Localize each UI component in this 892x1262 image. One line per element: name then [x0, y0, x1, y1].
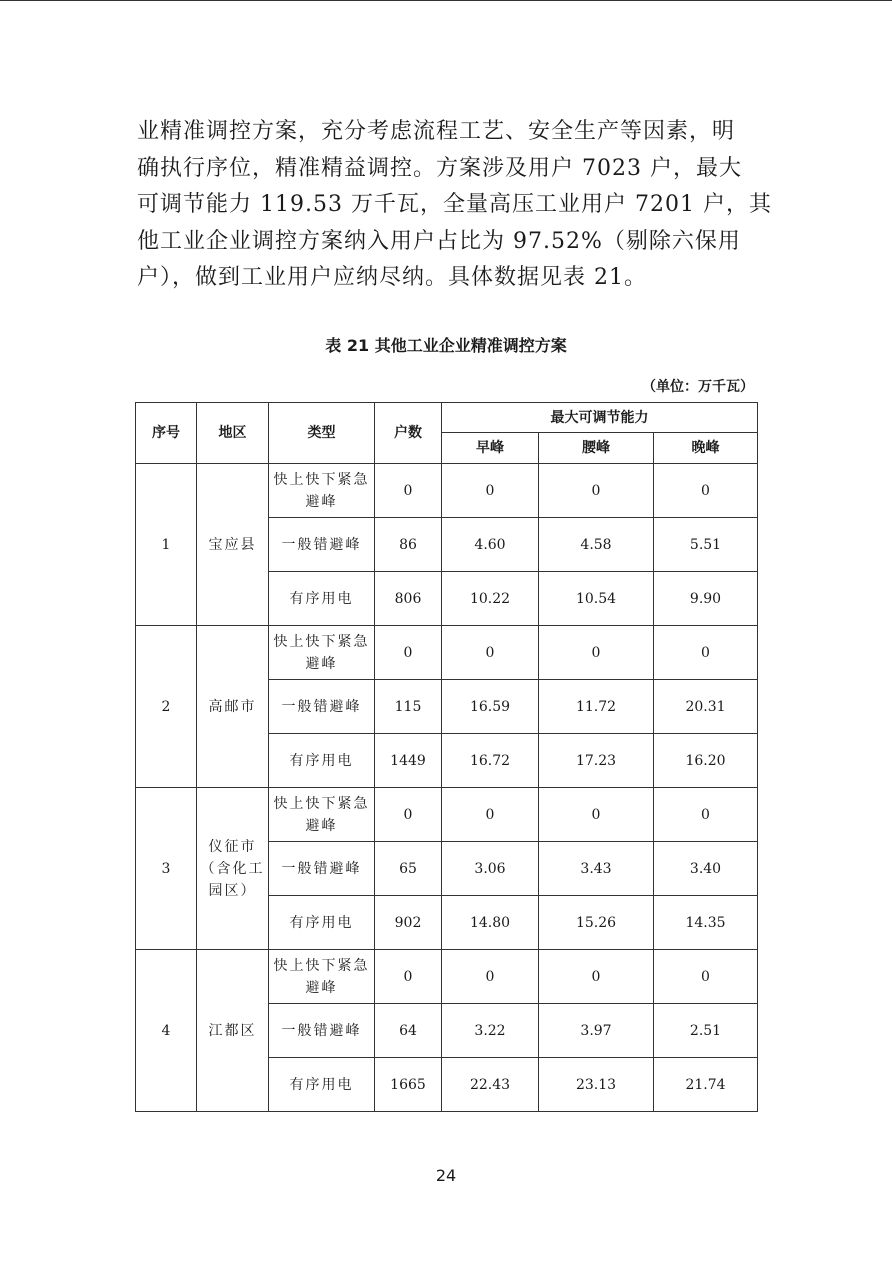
cell-no: 2	[136, 626, 197, 788]
table-caption: 表 21 其他工业企业精准调控方案	[325, 336, 567, 355]
paragraph-line: 业精准调控方案，充分考虑流程工艺、安全生产等因素，明	[137, 119, 736, 144]
table-body	[136, 464, 758, 1112]
cell-households: 806	[375, 572, 442, 626]
cell-evening: 21.74	[654, 1058, 758, 1112]
cell-type: 快上快下紧急避峰	[269, 464, 375, 518]
cell-morning: 16.59	[442, 680, 539, 734]
cell-morning: 4.60	[442, 518, 539, 572]
cell-households: 0	[375, 950, 442, 1004]
cell-households: 0	[375, 626, 442, 680]
cell-morning: 0	[442, 950, 539, 1004]
header-region: 地区	[197, 403, 269, 464]
cell-type: 快上快下紧急避峰	[269, 788, 375, 842]
cell-midday: 23.13	[539, 1058, 654, 1112]
header-midday: 腰峰	[539, 433, 654, 464]
cell-region: 高邮市	[197, 626, 269, 788]
cell-type: 快上快下紧急避峰	[269, 950, 375, 1004]
cell-type: 一般错避峰	[269, 680, 375, 734]
cell-evening: 16.20	[654, 734, 758, 788]
cell-region: 宝应县	[197, 464, 269, 626]
cell-households: 0	[375, 464, 442, 518]
paragraph-line: 户），做到工业用户应纳尽纳。具体数据见表 21。	[137, 265, 647, 290]
cell-households: 86	[375, 518, 442, 572]
cell-evening: 0	[654, 788, 758, 842]
cell-evening: 14.35	[654, 896, 758, 950]
cell-evening: 9.90	[654, 572, 758, 626]
cell-region: 仪征市（含化工园区）	[197, 788, 269, 950]
cell-households: 0	[375, 788, 442, 842]
cell-morning: 0	[442, 626, 539, 680]
cell-type: 有序用电	[269, 1058, 375, 1112]
header-type: 类型	[269, 403, 375, 464]
cell-morning: 3.22	[442, 1004, 539, 1058]
cell-midday: 10.54	[539, 572, 654, 626]
cell-midday: 0	[539, 626, 654, 680]
cell-evening: 0	[654, 626, 758, 680]
paragraph-line: 确执行序位，精准精益调控。方案涉及用户 7023 户，最大	[137, 155, 742, 181]
cell-evening: 0	[654, 950, 758, 1004]
cell-midday: 15.26	[539, 896, 654, 950]
cell-evening: 5.51	[654, 518, 758, 572]
header-households: 户数	[375, 403, 442, 464]
cell-morning: 0	[442, 464, 539, 518]
control-plan-table	[135, 402, 758, 1112]
header-evening: 晚峰	[654, 433, 758, 464]
cell-households: 1665	[375, 1058, 442, 1112]
table-row	[136, 950, 758, 1004]
header-capacity: 最大可调节能力	[442, 403, 758, 433]
header-morning: 早峰	[442, 433, 539, 464]
cell-households: 902	[375, 896, 442, 950]
cell-morning: 22.43	[442, 1058, 539, 1112]
cell-morning: 0	[442, 788, 539, 842]
cell-households: 115	[375, 680, 442, 734]
page-number: 24	[435, 1166, 457, 1185]
paragraph-line: 可调节能力 119.53 万千瓦，全量高压工业用户 7201 户，其	[137, 192, 772, 217]
cell-evening: 0	[654, 464, 758, 518]
table-unit: （单位：万千瓦）	[642, 379, 754, 395]
table-row	[136, 626, 758, 680]
cell-type: 快上快下紧急避峰	[269, 626, 375, 680]
cell-no: 3	[136, 788, 197, 950]
cell-type: 有序用电	[269, 896, 375, 950]
cell-midday: 3.97	[539, 1004, 654, 1058]
cell-evening: 2.51	[654, 1004, 758, 1058]
cell-type: 一般错避峰	[269, 1004, 375, 1058]
cell-households: 65	[375, 842, 442, 896]
cell-no: 1	[136, 464, 197, 626]
table-row	[136, 464, 758, 518]
cell-households: 1449	[375, 734, 442, 788]
cell-households: 64	[375, 1004, 442, 1058]
cell-midday: 11.72	[539, 680, 654, 734]
body-paragraph	[137, 114, 772, 297]
cell-midday: 0	[539, 464, 654, 518]
cell-evening: 20.31	[654, 680, 758, 734]
paragraph-line: 他工业企业调控方案纳入用户占比为 97.52%（剔除六保用	[137, 228, 741, 254]
cell-region: 江都区	[197, 950, 269, 1112]
cell-no: 4	[136, 950, 197, 1112]
cell-type: 有序用电	[269, 734, 375, 788]
header-no: 序号	[136, 403, 197, 464]
cell-morning: 14.80	[442, 896, 539, 950]
cell-type: 一般错避峰	[269, 518, 375, 572]
cell-evening: 3.40	[654, 842, 758, 896]
top-rule	[0, 0, 892, 1]
cell-midday: 4.58	[539, 518, 654, 572]
cell-midday: 0	[539, 788, 654, 842]
cell-type: 有序用电	[269, 572, 375, 626]
table-row	[136, 788, 758, 842]
cell-morning: 16.72	[442, 734, 539, 788]
cell-morning: 3.06	[442, 842, 539, 896]
cell-morning: 10.22	[442, 572, 539, 626]
cell-midday: 17.23	[539, 734, 654, 788]
cell-type: 一般错避峰	[269, 842, 375, 896]
cell-midday: 3.43	[539, 842, 654, 896]
cell-midday: 0	[539, 950, 654, 1004]
